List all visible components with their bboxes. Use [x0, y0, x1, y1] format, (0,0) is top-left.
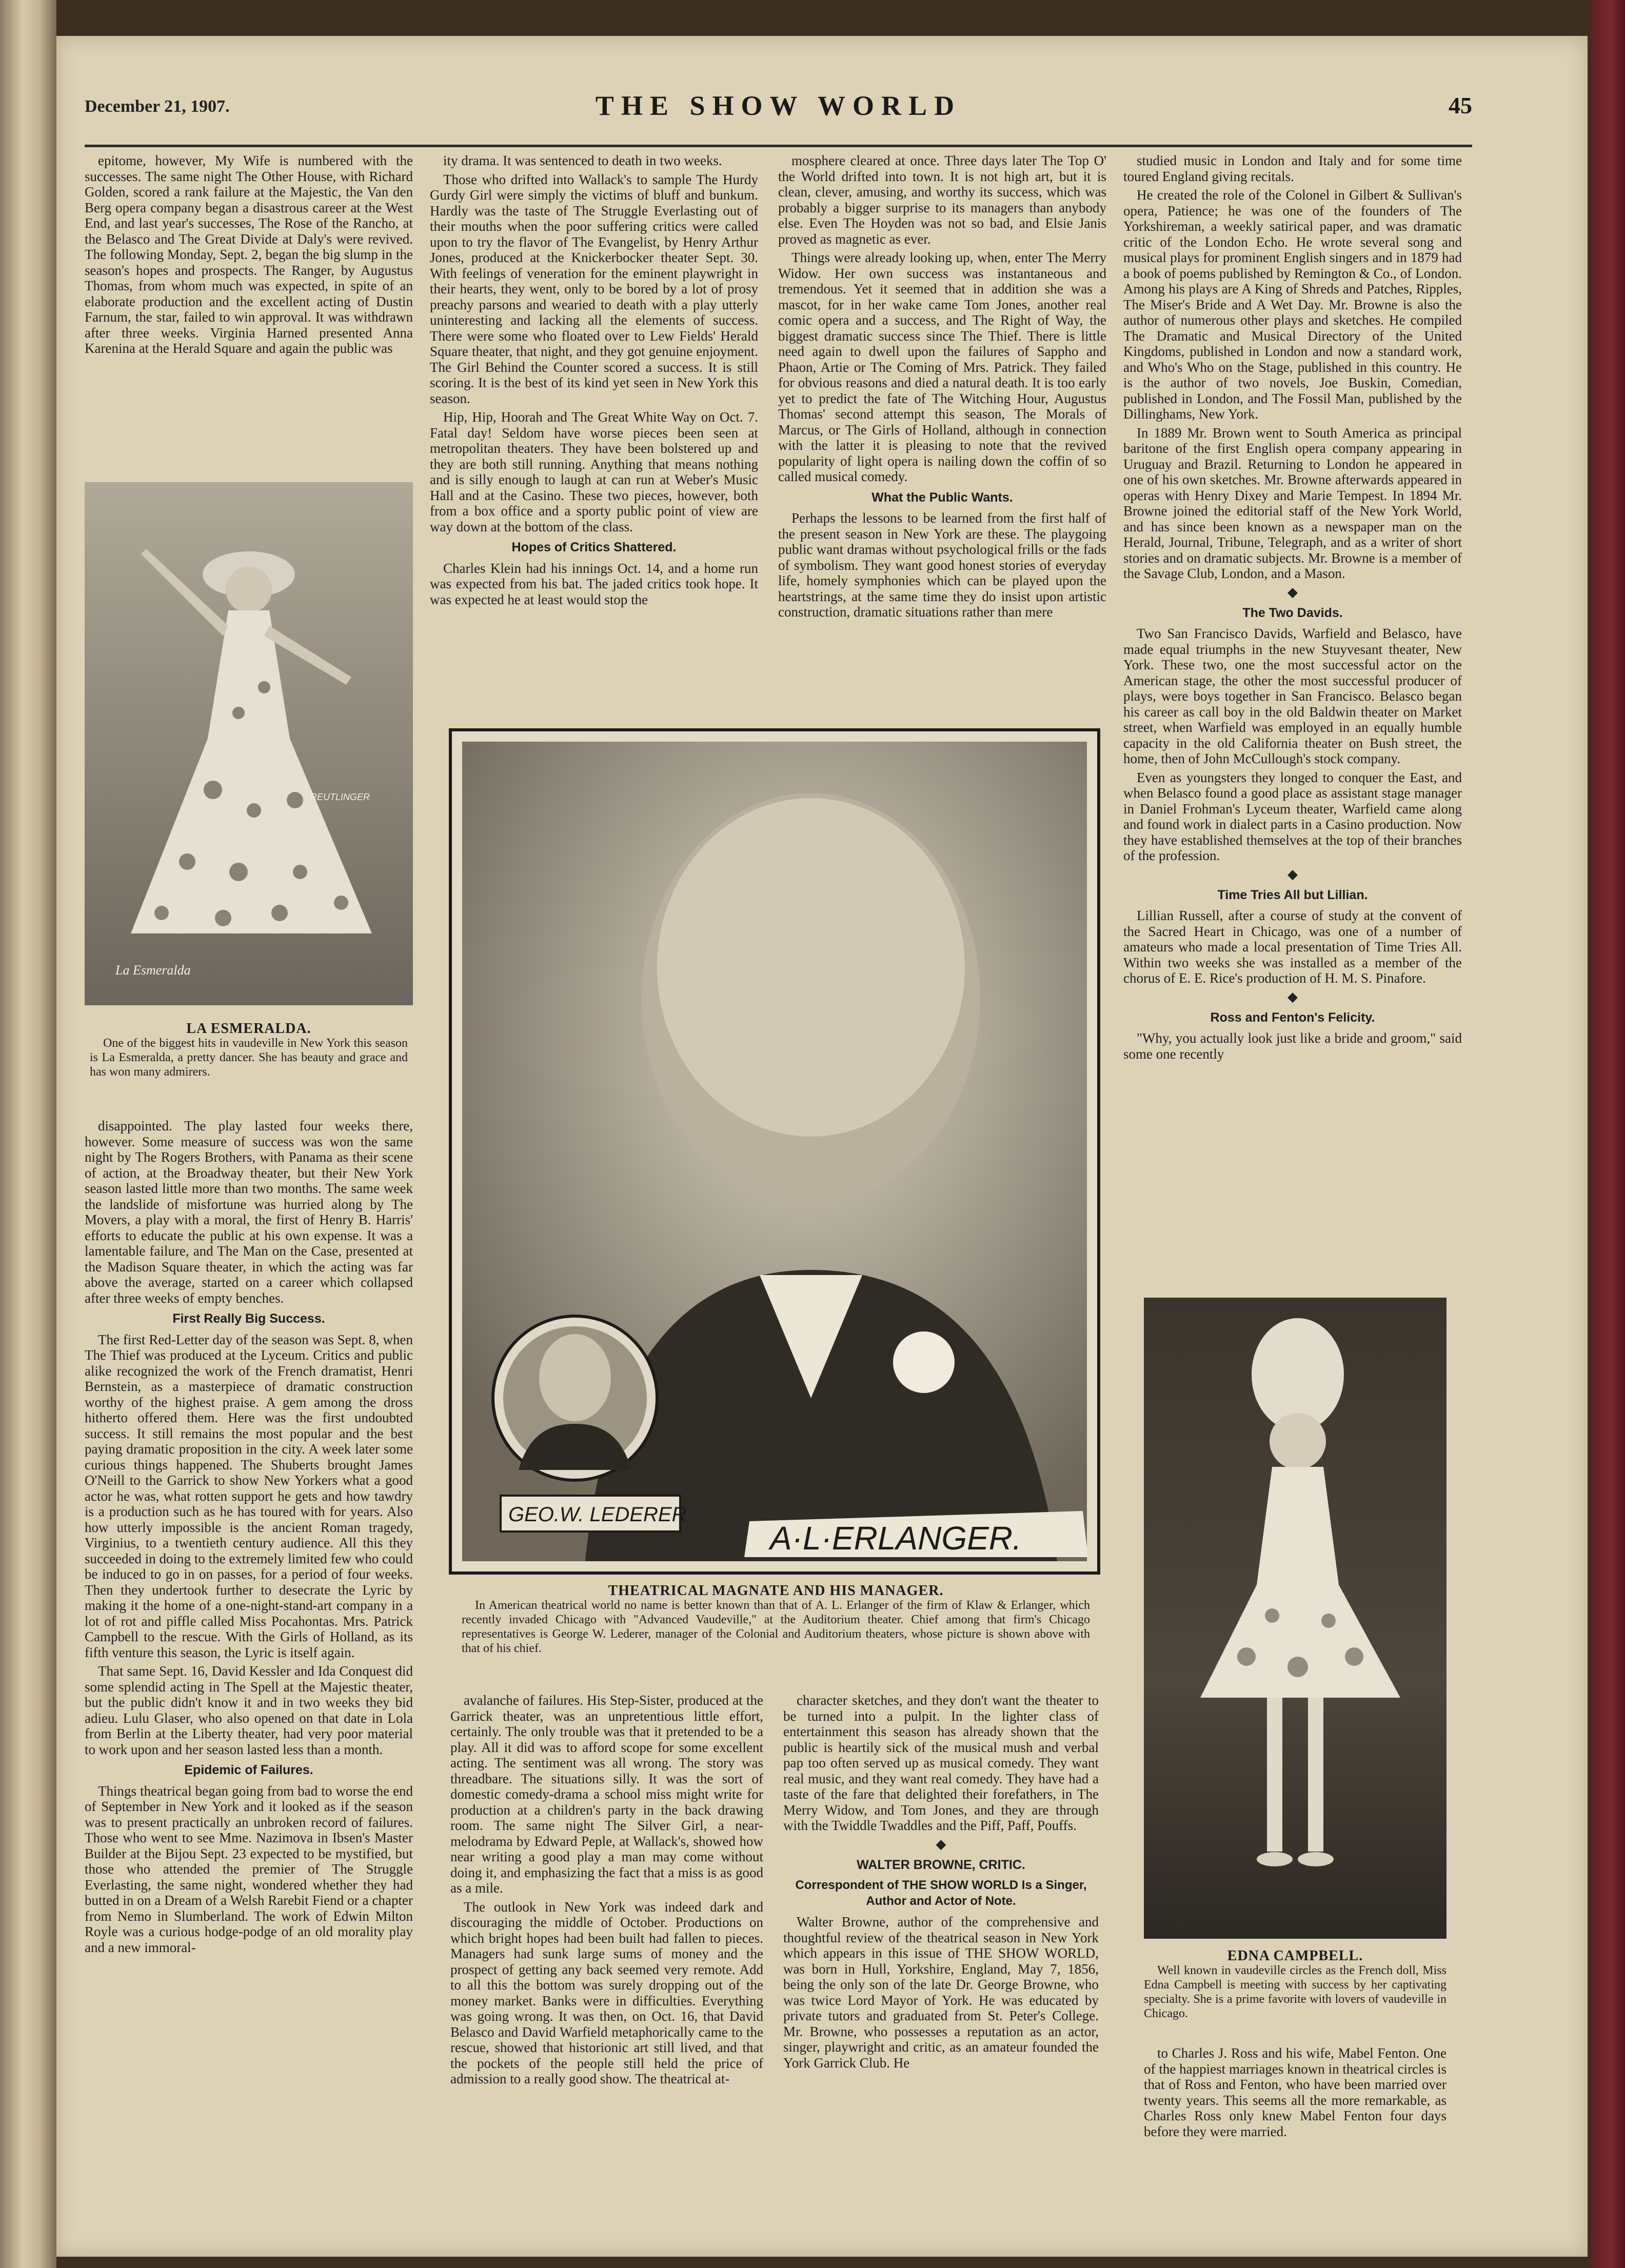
paragraph: character sketches, and they don't want the theater to be turned into a pulpit. In the lighter class of entertainment this season has already shown that the public is heartily sick of the musical mush and verbal pap too often served up as musical comedy. They want real music, and they want real comedy. They have had a taste of the fare that delighted their forefathers, in The Merry Widow, and Tom Jones, and they are through with the Twiddle Twaddles and the Piff, Paff, Pouffs.	[783, 1693, 1099, 1833]
paragraph: avalanche of failures. His Step-Sister, produced at the Garrick theater, was an unpretentious little effort, certainly. The only trouble was that it pretended to be a play. All it did was to afford scope for some excellent acting. The sentiment was all wrong. The story was threadbare. The situations silly. It was the sort of domestic comedy-drama a school miss might write for production at a children's party in the back drawing room. The same night The Silver Girl, a near-melodrama by Edward Peple, at Wallack's, showed how near writing a good play a man may come without doing it, and emphasizing the fact that a miss is as good as a mile.	[450, 1693, 763, 1896]
paragraph: "Why, you actually look just like a bride and groom," said some one recently	[1123, 1030, 1462, 1062]
paragraph: ity drama. It was sentenced to death in two weeks.	[443, 153, 722, 168]
paragraph: The outlook in New York was indeed dark and discouraging the middle of October. Productions on which bright hopes had been built had fallen to pieces. Managers had sunk large sums of money and the prospect of getting any back seemed very remote. Add to all this the bottom was surely dropping out of the money market. Banks were in difficulties. Everything was going wrong. It was then, on Oct. 16, that David Belasco and David Warfield metaphorically came to the rescue, showed that historionic art still lived, and that the pockets of the people still held the price of admission to a really good show. The theatrical at-	[450, 1899, 763, 2086]
issue-date: December 21, 1907.	[85, 97, 230, 116]
doll-dancer-illustration	[1144, 1298, 1446, 1939]
paragraph: Things theatrical began going from bad to worse the end of September in New York and it looked as if the season was to present practically an unbroken record of failures. Those who went to see Mme. Nazimova in Ibsen's Master Builder at the Bijou Sept. 23 expected to be mystified, but those who attended the premier of The Struggle Everlasting, the same night, wondered whether they had butted in on a Dream of a Welsh Rarebit Fiend or a chapter from Nemo in Slumberland. The work of Edwin Milton Royle was a curious hodge-podge of an old morality play and a new immoral-	[85, 1783, 413, 1955]
caption-title: THEATRICAL MAGNATE AND HIS MANAGER.	[608, 1583, 944, 1599]
paragraph: Walter Browne, author of the comprehensive and thoughtful review of the theatrical season in New York which appears in this issue of THE SHOW WORLD, was born in Hull, Yorkshire, England, May 7, 1856, being the only son of the late Dr. George Browne, who was twice Lord Mayor of York. He was educated by private tutors and graduated from St. Peter's College. Mr. Browne, who possesses a reputation as an actor, singer, playwright and critic, as an amateur founded the York Garrick Club. He	[783, 1914, 1099, 2071]
paragraph: Perhaps the lessons to be learned from the first half of the present season in New York are these. The playgoing public want dramas without psychological frills or the fads of symbolism. They want good honest stories of everyday life, homely symphonies which can be played upon the heartstrings, at the same time they do insist upon artistic construction, dramatic situations rather than mere	[778, 510, 1106, 620]
subhead-two-davids: The Two Davids.	[1242, 605, 1343, 620]
page-header	[85, 90, 1472, 131]
photo-credit: REUTLINGER	[310, 792, 370, 802]
main-portrait-label: A·L·ERLANGER.	[770, 1520, 1022, 1557]
subhead-walter-browne: WALTER BROWNE, CRITIC.	[857, 1857, 1025, 1872]
subhead-first-success: First Really Big Success.	[172, 1311, 325, 1326]
inset-label: GEO.W. LEDERER	[508, 1503, 687, 1526]
paragraph: Two San Francisco Davids, Warfield and Belasco, have made equal triumphs in the new Stuyvesant theater, New York. These two, one the most successful actor on the American stage, the other the most successful producer of plays, were boys together in San Francisco. Belasco began his career as call boy in the old Baldwin theater on Market street, when Warfield was employed in an equally humble capacity in the old California theater on Bush street, the home, then of John McCullough's stock company.	[1123, 626, 1462, 766]
column-4-top	[1123, 153, 1462, 1286]
paragraph: The first Red-Letter day of the season was Sept. 8, when The Thief was produced at the Lyceum. Critics and public alike recognized the work of the French dramatist, Henri Bernstein, as a masterpiece of dramatic construction worthy of the highest praise. A gem among the dross hitherto offered them. Here was the first undoubted success. It still remains the most popular and the best paying dramatic proposition in the city. A week later some curious things happened. The Shuberts brought James O'Neill to the Garrick to show New Yorkers what a good actor he was, what rotten support he gets and how tawdry is a production such as he has toured with for years. Also how utterly impossible is the ancient Roman tragedy, Virginius, to a twentieth century audience. All this they succeeded in doing to the extremely limited few who could be induced to go in on passes, for a period of four weeks. Then they undertook further to desecrate the Lyric by making it the home of a one-night-stand-art company in a lot of rot and piffle called Miss Pocahontas. Mrs. Patrick Campbell to the rescue. With the Girls of Holland, as its fifth venture this season, the Lyric is itself again.	[85, 1331, 413, 1660]
column-3-top	[778, 153, 1106, 717]
photo-erlanger-lederer	[449, 728, 1100, 1575]
campbell-caption	[1144, 1949, 1446, 2021]
photo-signature: La Esmeralda	[115, 963, 191, 978]
header-rule	[85, 145, 1472, 147]
paragraph: studied music in London and Italy and for some time toured England giving recitals.	[1123, 153, 1462, 184]
caption-text: Well known in vaudeville circles as the French doll, Miss Edna Campbell is meeting with success by her captivating specialty. She is a prime favorite with lovers of vaudeville in Chicago.	[1144, 1964, 1446, 2020]
subhead-public-wants: What the Public Wants.	[871, 490, 1013, 505]
subhead-ross-fenton: Ross and Fenton's Felicity.	[1210, 1010, 1375, 1025]
page-number: 45	[1449, 92, 1472, 118]
section-ornament: ◆	[1287, 866, 1298, 882]
column-1-bottom	[85, 1118, 413, 2226]
paragraph: Hip, Hip, Hoorah and The Great White Way on Oct. 7. Fatal day! Seldom have worse pieces been seen at metropolitan theaters. They have been bolstered up and they are both still running. Anything that means nothing and is silly enough to laugh at can run at Weber's Music Hall and at the Casino. These two pieces, however, both from a box office and a sporty public point of view are way down at the bottom of the class.	[430, 409, 758, 534]
paragraph: disappointed. The play lasted four weeks there, however. Some measure of success was won the same night by The Rogers Brothers, with Panama as their scene of action, at the Broadway theater, but their New York season lasted little more than two months. The same week the landslide of misfortune was hurried along by The Movers, a play with a moral, the first of Henry B. Harris' efforts to educate the public at his own expense. It was a lamentable failure, and The Man on the Case, presented at the Madison Square theater, in which the acting was far above the average, started on a career which collapsed after three weeks of empty benches.	[85, 1118, 413, 1306]
paragraph: He created the role of the Colonel in Gilbert & Sullivan's opera, Patience; he was one of the founders of The Yorkshireman, a weekly satirical paper, and was dramatic critic of the London Echo. He wrote several song and musical plays for prominent English singers and in 1879 had a book of poems published by Remington & Co., of London. Among his plays are A King of Shreds and Patches, Ripples, The Miser's Bride and A Wet Day. Mr. Browne is also the author of numerous other plays and sketches. He compiled The Dramatic and Musical Directory of the United Kingdoms, published in London and now a standard work, and Who's Who on the Stage, published in this country. He is the author of two novels, Joe Buskin, Comedian, published in London, and The Fossil Man, published by the Dillinghams, New York.	[1123, 187, 1462, 422]
column-4-bottom	[1144, 2045, 1446, 2230]
paragraph: to Charles J. Ross and his wife, Mabel Fenton. One of the happiest marriages known in theatrical circles is that of Ross and Fenton, who have been married over twenty years. This seems all the more remarkable, as Charles Ross only knew Mabel Fenton four days before they were married.	[1144, 2045, 1446, 2139]
paragraph: mosphere cleared at once. Three days later The Top O' the World drifted into town. It is not high art, but it is clean, clever, amusing, and worthy its success, which was probably a bigger surprise to its managers than anybody else. Even The Hoyden was not so bad, and Elsie Janis proved as magnetic as ever.	[778, 153, 1106, 247]
paragraph: Things were already looking up, when, enter The Merry Widow. Her own success was instantaneous and tremendous. Yet it seemed that in addition she was a mascot, for in her wake came Tom Jones, another real comic opera and a success, and The Right of Way, the biggest dramatic success since The Thief. There is little need again to dwell upon the failures of Sappho and Phaon, Artie or The Coming of Mrs. Patrick. They failed for obvious reasons and died a natural death. It is too early yet to predict the fate of The Witching Hour, Augustus Thomas' second attempt this season, The Morals of Marcus, or The Girls of Holland, although in connection with the latter it is pleasing to note that the revived popularity of light opera is nailing down the coffin of so called musical comedy.	[778, 250, 1106, 484]
caption-text: One of the biggest hits in vaudeville in New York this season is La Esmeralda, a pretty dancer. She has beauty and grace and has won many admirers.	[90, 1037, 408, 1079]
caption-title: EDNA CAMPBELL.	[1227, 1948, 1363, 1964]
book-cover-edge	[1589, 0, 1625, 2268]
paragraph: Lillian Russell, after a course of study at the convent of the Sacred Heart in Chicago, was one of a number of amateurs who made a local presentation of Time Tries All. Within two weeks she was installed as a member of the chorus of E. E. Rice's production of H. M. S. Pinafore.	[1123, 908, 1462, 986]
subhead-epidemic: Epidemic of Failures.	[184, 1763, 313, 1777]
paragraph: In 1889 Mr. Brown went to South America as principal baritone of the first English opera company appearing in Uruguay and Brazil. Returning to London he appeared in one of his own sketches. Mr. Browne afterwards appeared in operas with Henry Dixey and Marie Tempest. In 1894 Mr. Browne joined the editorial staff of the New York World, and has since been known as a newspaper man on the Herald, Journal, Tribune, Telegraph, and as a writer of short stories and on dramatic subjects. Mr. Browne is a member of the Savage Club, London, and a Mason.	[1123, 425, 1462, 581]
photo-edna-campbell	[1144, 1298, 1446, 1939]
column-1-top	[85, 153, 413, 486]
section-ornament: ◆	[1287, 989, 1298, 1004]
subhead-hopes-shattered: Hopes of Critics Shattered.	[511, 540, 677, 554]
dancer-illustration	[85, 482, 413, 1005]
paragraph: Even as youngsters they longed to conquer the East, and when Belasco found a good place as assistant stage manager in Daniel Frohman's Lyceum theater, Warfield came along and found work in dialect parts in a Casino production. Now they have established themselves at the top of their branches of the profession.	[1123, 769, 1462, 863]
esmeralda-caption	[90, 1022, 408, 1079]
photo-la-esmeralda	[85, 482, 413, 1005]
subhead-browne-deck: Correspondent of THE SHOW WORLD Is a Singer, Author and Actor of Note.	[795, 1878, 1087, 1908]
section-ornament: ◆	[936, 1836, 946, 1852]
paragraph: That same Sept. 16, David Kessler and Ida Conquest did some splendid acting in The Spell at the Majestic theater, but the public didn't know it and in two weeks they bid adieu. Lulu Glaser, who also opened on that date in Lola from Berlin at the Liberty theater, had very poor material to work upon and her season lasted less than a month.	[85, 1663, 413, 1757]
caption-title: LA ESMERALDA.	[186, 1021, 311, 1037]
caption-text: In American theatrical world no name is better known than that of A. L. Erlanger of the firm of Klaw & Erlanger, which recently invaded Chicago with "Advanced Vaudeville," at the Auditorium theater. Chief among that firm's Chicago representatives is George W. Lederer, manager of the Colonial and Auditorium theaters, whose picture is shown above with that of his chief.	[462, 1599, 1090, 1655]
column-2-top	[430, 153, 758, 717]
section-ornament: ◆	[1287, 584, 1298, 600]
subhead-lillian: Time Tries All but Lillian.	[1217, 887, 1368, 902]
binding-gutter	[0, 0, 56, 2268]
publication-title: THE SHOW WORLD	[595, 90, 962, 121]
portrait-illustration	[452, 731, 1097, 1571]
erlanger-caption	[462, 1584, 1090, 1656]
paragraph: Those who drifted into Wallack's to sample The Hurdy Gurdy Girl were simply the victims of bluff and bunkum. Hardly was the taste of The Struggle Everlasting out of their mouths when the poor suffering critics were called upon to try the flavor of The Evangelist, by Henry Arthur Jones, produced at the Knickerbocker theater Sept. 30. With feelings of veneration for the eminent playwright in their hearts, they went, only to be bored by a lot of prosy preachy parsons and wearied to death with a play utterly uninteresting and lacking all the elements of success. There were some who floated over to Lew Fields' Herald Square theater, that night, and they got genuine enjoyment. The Girl Behind the Counter scored a success. It is still scoring. It is the best of its kind yet seen in New York this season.	[430, 171, 758, 406]
column-2-bottom	[450, 1693, 763, 2226]
paragraph: Charles Klein had his innings Oct. 14, and a home run was expected from his bat. The jaded critics took hope. It was expected he at least would stop the	[430, 560, 758, 607]
column-3-bottom	[783, 1693, 1099, 2226]
paragraph: epitome, however, My Wife is numbered with the successes. The same night The Other House, with Richard Golden, scored a rank failure at the Majestic, the Van den Berg opera company began a disastrous career at the West End, and last year's successes, The Rose of the Rancho, at the Belasco and The Great Divide at Daly's were revived. The following Monday, Sept. 2, began the big slump in the season's hopes and prospects. The Ranger, by Augustus Thomas, from whom much was expected, in spite of an elaborate production and the excellent acting of Dustin Farnum, the star, failed to win approval. It was withdrawn after three weeks. Virginia Harned presented Anna Karenina at the Herald Square and again the public was	[85, 153, 413, 356]
